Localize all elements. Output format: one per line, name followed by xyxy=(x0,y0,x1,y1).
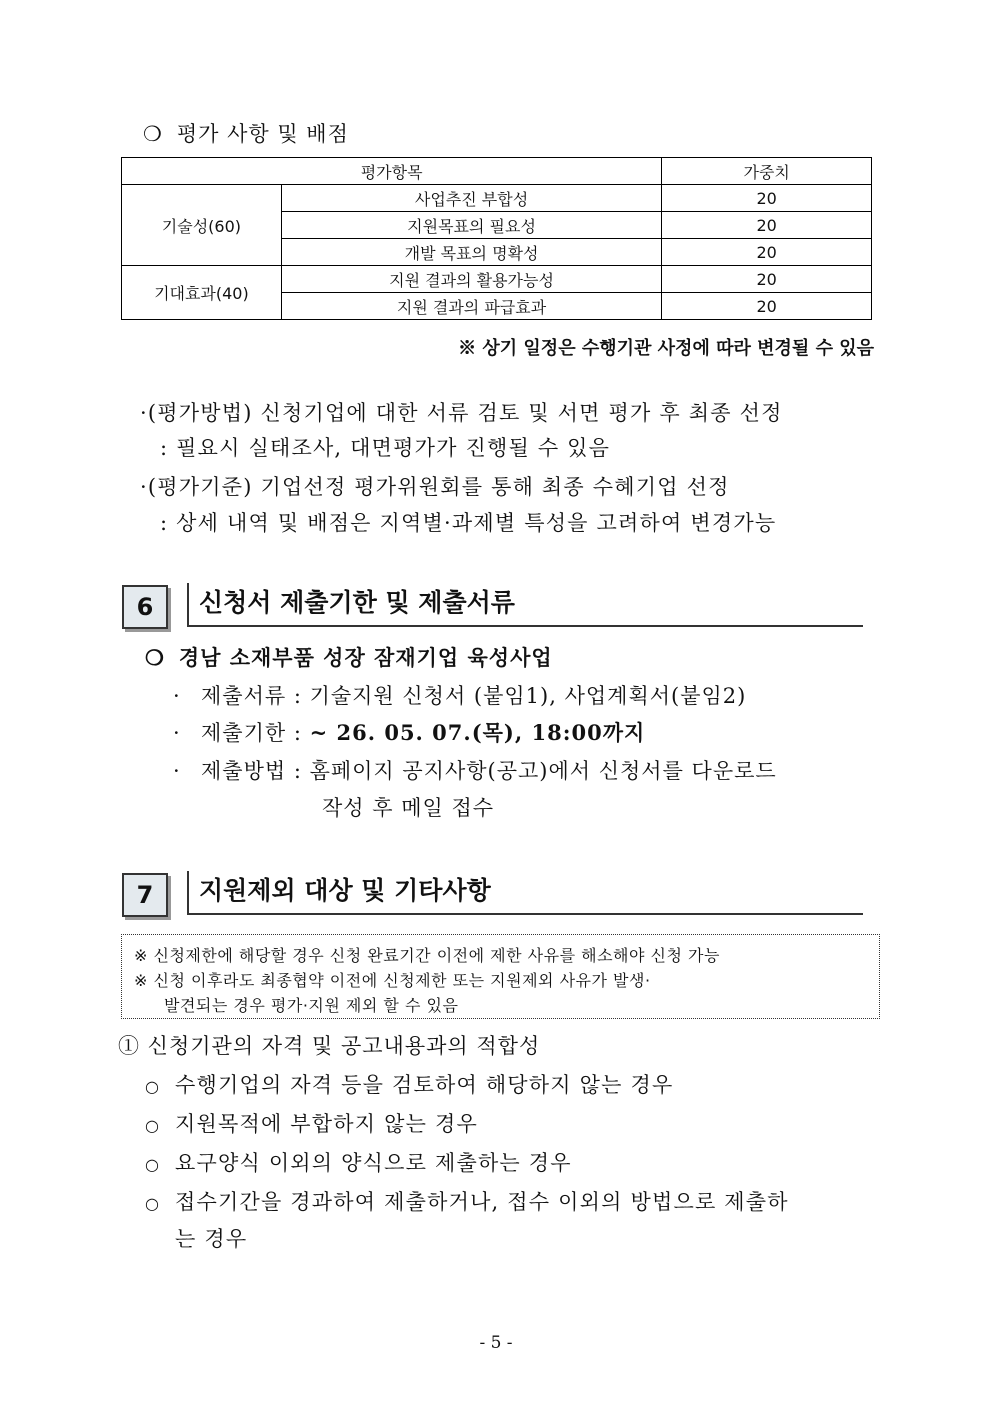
schedule-note: ※ 상기 일정은 수행기관 사정에 따라 변경될 수 있음 xyxy=(458,338,874,359)
page-number: - 5 - xyxy=(479,1333,513,1353)
notice-line2: ※ 신청 이후라도 최종협약 이전에 신청제한 또는 지원제외 사유가 발생· xyxy=(134,971,651,990)
section6-method: · 제출방법 : 홈페이지 공지사항(공고)에서 신청서를 다운로드 xyxy=(173,759,777,783)
weight-cell: 20 xyxy=(662,266,872,293)
weight-cell: 20 xyxy=(662,239,872,266)
evaluation-table xyxy=(121,157,872,320)
weight-cell: 20 xyxy=(662,212,872,239)
notice-line3: 발견되는 경우 평가·지원 제외 할 수 있음 xyxy=(164,996,459,1015)
section6-docs: · 제출서류 : 기술지원 신청서 (붙임1), 사업계획서(붙임2) xyxy=(173,684,747,708)
small-circle-icon: ○ xyxy=(145,1116,161,1135)
item-cell: 개발 목표의 명확성 xyxy=(281,239,661,266)
weight-cell: 20 xyxy=(662,185,872,212)
section7-number: 7 xyxy=(122,873,168,917)
middle-dot-icon: · xyxy=(173,684,181,708)
list-item: ○ 지원목적에 부합하지 않는 경우 xyxy=(145,1112,478,1136)
small-circle-icon: ○ xyxy=(145,1155,161,1174)
method-line1: ·(평가방법) 신청기업에 대한 서류 검토 및 서면 평가 후 최종 선정 xyxy=(140,401,783,425)
item-cell: 사업추진 부합성 xyxy=(281,185,661,212)
section6-title: 신청서 제출기한 및 제출서류 xyxy=(187,583,863,627)
list-item-continuation: 는 경우 xyxy=(175,1227,248,1251)
item-cell: 지원 결과의 파급효과 xyxy=(281,293,661,320)
criteria-line2: : 상세 내역 및 배점은 지역별·과제별 특성을 고려하여 변경가능 xyxy=(160,511,777,535)
weight-cell: 20 xyxy=(662,293,872,320)
section6-number: 6 xyxy=(122,585,168,629)
circle-bullet-icon: ❍ xyxy=(145,645,165,670)
item-cell: 지원목표의 필요성 xyxy=(281,212,661,239)
middle-dot-icon: · xyxy=(173,721,181,745)
circle-bullet-icon: ❍ xyxy=(143,122,163,146)
table-header-row xyxy=(122,158,872,185)
header-weight: 가중치 xyxy=(662,158,872,185)
method-line2: : 필요시 실태조사, 대면평가가 진행될 수 있음 xyxy=(160,436,611,460)
notice-box xyxy=(121,934,880,1019)
list-item: ○ 접수기간을 경과하여 제출하거나, 접수 이외의 방법으로 제출하 xyxy=(145,1190,789,1214)
small-circle-icon: ○ xyxy=(145,1077,161,1096)
eval-heading: ❍ 평가 사항 및 배점 xyxy=(143,122,349,146)
table-row xyxy=(122,185,872,212)
middle-dot-icon: · xyxy=(173,759,181,783)
group-name: 기술성(60) xyxy=(122,185,282,266)
table-row xyxy=(122,266,872,293)
section7-subheading: ① 신청기관의 자격 및 공고내용과의 적합성 xyxy=(118,1034,541,1058)
list-item: ○ 수행기업의 자격 등을 검토하여 해당하지 않는 경우 xyxy=(145,1073,674,1097)
list-item: ○ 요구양식 이외의 양식으로 제출하는 경우 xyxy=(145,1151,572,1175)
notice-line1: ※ 신청제한에 해당할 경우 신청 완료기간 이전에 제한 사유를 해소해야 신청 가능 xyxy=(134,946,720,965)
header-item: 평가항목 xyxy=(122,158,662,185)
section6-program: ❍ 경남 소재부품 성장 잠재기업 육성사업 xyxy=(145,645,553,670)
section6-method-line2: 작성 후 메일 접수 xyxy=(322,796,495,820)
small-circle-icon: ○ xyxy=(145,1194,161,1213)
section6-deadline: · 제출기한 : ~ 26. 05. 07.(목), 18:00까지 xyxy=(173,720,646,745)
section7-title: 지원제외 대상 및 기타사항 xyxy=(187,871,863,915)
criteria-line1: ·(평가기준) 기업선정 평가위원회를 통해 최종 수혜기업 선정 xyxy=(140,475,730,499)
deadline-value: ~ 26. 05. 07.(목), 18:00까지 xyxy=(309,720,646,745)
group-name: 기대효과(40) xyxy=(122,266,282,320)
item-cell: 지원 결과의 활용가능성 xyxy=(281,266,661,293)
